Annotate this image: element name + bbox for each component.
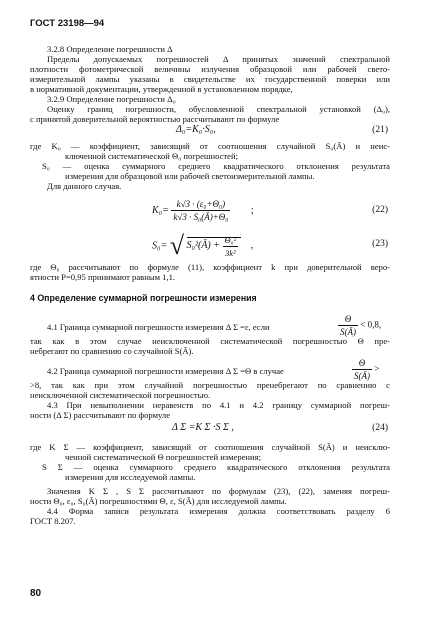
paragraph-line: 4.1 Граница суммарной погрешности измерения Δ Σ =ε, если (47, 322, 270, 332)
equation-number: (24) (372, 423, 388, 433)
document-header: ГОСТ 23198—94 (30, 18, 105, 29)
fraction-denominator: k√3 · S₀(Ā)+Θ₀ (173, 212, 229, 222)
condition-relation: < 0,8, (360, 319, 382, 330)
paragraph-line: 4.3 При невыполнении неравенств по 4.1 и 4.2 границу суммарной погреш- (47, 400, 390, 410)
paragraph-line: ности Θ₀, ε₀, S₀(Ā) погрешностями Θ, ε, S(Ā) для исследуемой лампы. (30, 496, 287, 506)
condition-relation: > (374, 363, 380, 374)
clause-3-2-9-title: 3.2.9 Определение погрешности Δ₀ (47, 94, 176, 104)
radicand (186, 234, 241, 258)
equation-number: (22) (372, 205, 388, 215)
paragraph-line: где Θ₀ рассчитывают по формуле (11), коэффициент k при доверительной веро- (30, 262, 390, 272)
equation-lhs: K₀= (152, 204, 169, 216)
clause-3-2-8-title: 3.2.8 Определение погрешности Δ (47, 44, 173, 54)
equation-number: (23) (372, 239, 388, 249)
paragraph-line: измерения для образцовой или рабочей светоизмерительной лампы. (65, 171, 315, 181)
paragraph-line: плотности фотометрической величины излучения образцовой или рабочей свето- (30, 64, 390, 74)
section-heading: 4 Определение суммарной погрешности измерения (30, 293, 257, 303)
radicand-body: S₀²(Ā) + (186, 240, 223, 252)
equation-number: (21) (372, 125, 388, 135)
paragraph-line: ятности P=0,95 принимают равным 1,1. (30, 272, 176, 282)
equation-21: Δ₀=K₀·S₀, (176, 124, 216, 135)
equation-23 (152, 233, 253, 259)
paragraph-line: 4.2 Граница суммарной погрешности измерения Δ Σ =Θ в случае (47, 366, 284, 376)
paragraph-line: Значения K Σ , S Σ рассчитывают по формулам (23), (22), заменяя погреш- (47, 486, 390, 496)
equation-24: Δ Σ =K Σ ·S Σ , (172, 422, 234, 433)
paragraph-line: измерения для исследуемой лампы. (65, 472, 196, 482)
paragraph-line: ГОСТ 8.207. (30, 516, 76, 526)
fraction-numerator: Θ₀² (224, 234, 237, 245)
paragraph-line: в нормативной документации, утвержденной в установленном порядке, (30, 84, 293, 94)
fraction-numerator: Θ (338, 313, 358, 326)
condition-4-2 (352, 357, 379, 382)
square-root-icon: √ (169, 231, 185, 260)
paragraph-line: 4.4 Форма записи результата измерения должна соответствовать разделу 6 (47, 506, 390, 516)
fraction-denominator: S(Ā) (340, 327, 356, 337)
paragraph-line: с принятой доверительной вероятностью рассчитывают по формуле (30, 114, 280, 124)
equation-tail: ; (250, 204, 254, 216)
paragraph-line: ности (Δ Σ) рассчитывают по формуле (30, 410, 171, 420)
paragraph-line: >8, так как при этом случайной погрешностью пренебрегают по сравнению с (30, 380, 390, 390)
fraction-numerator: k√3 · (ε₀+Θ₀) (171, 198, 230, 211)
paragraph-line: ключенной систематической Θ₀ погрешностей; (65, 151, 238, 161)
page-number: 80 (30, 588, 42, 599)
equation-fraction (352, 357, 372, 382)
condition-4-1 (338, 313, 381, 338)
equation-fraction (338, 313, 358, 338)
equation-lhs: S₀= (152, 240, 168, 252)
fraction-denominator: 3k² (225, 247, 236, 258)
paragraph-line: где K Σ — коэффициент, зависящий от соотношения случайной S(Ā) и неисклю- (30, 442, 390, 452)
paragraph-line: Для данного случая. (47, 181, 122, 191)
equation-fraction (223, 234, 239, 259)
paragraph-line: небрегают по сравнению со случайной S(Ā). (30, 346, 194, 356)
paragraph-line: S Σ — оценка суммарного среднего квадратического отклонения результата (42, 462, 390, 472)
paragraph-line: ченной систематической Θ погрешностей измерения; (65, 452, 261, 462)
paragraph-line: так как в этом случае неисключенной систематической погрешностью Θ пре- (30, 336, 390, 346)
fraction-numerator: Θ (352, 357, 372, 370)
equation-fraction (171, 198, 230, 223)
paragraph-line: измерительной лампы указаны в свидетельстве их государственной поверки или (30, 74, 390, 84)
paragraph-line: где K₀ — коэффициент, зависящий от соотношения случайной S₀(Ā) и неис- (30, 141, 390, 151)
paragraph-line: неисключенной систематической погрешностью. (30, 390, 211, 400)
paragraph-line: Оценку границ погрешности, обусловленной спектральной установкой (Δ₀), (47, 104, 390, 114)
equation-tail: , (250, 240, 254, 252)
paragraph-line: S₀ — оценка суммарного среднего квадратического отклонения результата (42, 161, 390, 171)
fraction-denominator: S(Ā) (354, 371, 370, 381)
paragraph-line: Пределы допускаемых погрешностей Δ принятых значений спектральной (47, 54, 390, 64)
equation-22 (152, 198, 254, 223)
